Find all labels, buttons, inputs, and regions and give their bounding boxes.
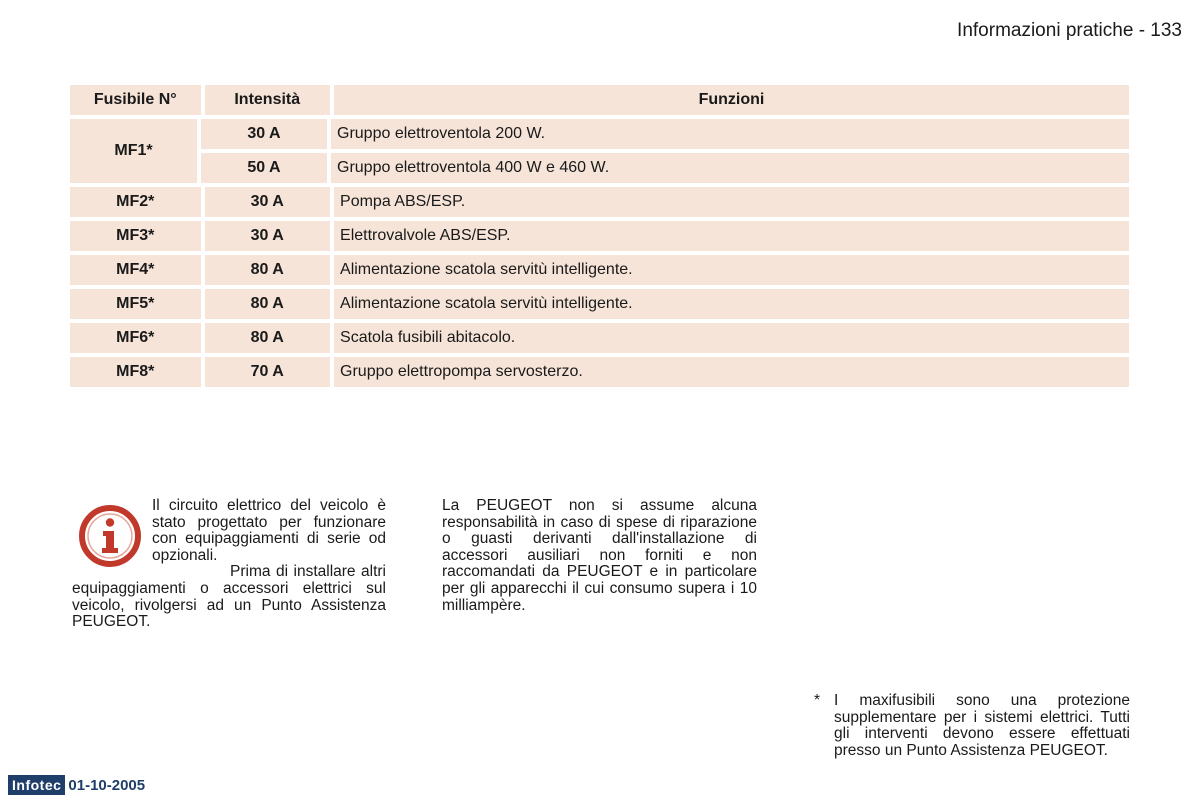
edition-date: 01-10-2005	[68, 776, 146, 794]
amp-cell: 80 A	[205, 323, 331, 353]
fuse-cell: MF8*	[70, 357, 201, 387]
info-icon	[78, 504, 142, 568]
function-cell: Gruppo elettropompa servosterzo.	[334, 357, 1129, 387]
warning-note	[72, 498, 386, 631]
fuse-cell: MF1*	[70, 119, 197, 183]
function-cell: Elettrovalvole ABS/ESP.	[334, 221, 1129, 251]
footer	[8, 775, 145, 795]
table-row	[70, 221, 1129, 251]
fuse-cell: MF3*	[70, 221, 201, 251]
page-header: Informazioni pratiche - 133	[957, 20, 1182, 41]
amp-cell: 50 A	[201, 153, 327, 183]
amp-cell: 70 A	[205, 357, 331, 387]
function-cell: Pompa ABS/ESP.	[334, 187, 1129, 217]
table-row	[70, 357, 1129, 387]
warning-note-paragraph-1: Il circuito elettrico del veicolo è stato progettato per funzionare con equipaggiamenti di serie od opzionali.	[152, 497, 386, 564]
header-functions: Funzioni	[334, 85, 1129, 115]
liability-note: La PEUGEOT non si assume alcuna responsabilità in caso di spese di riparazione o guasti derivanti dall'installazione di accessori ausiliari non forniti e non raccomandati da PEUGEOT e in particolare per gli apparecchi il cui consumo supera i 10 milliampère.	[442, 497, 757, 614]
fuse-cell: MF4*	[70, 255, 201, 285]
fuse-group-mf1	[70, 119, 1129, 183]
fuse-cell: MF5*	[70, 289, 201, 319]
table-row	[70, 289, 1129, 319]
amp-cell: 30 A	[201, 119, 327, 149]
footnote-text: I maxifusibili sono una protezione supplementare per i sistemi elettrici. Tutti gli interventi devono essere effettuati presso un Punto Assistenza PEUGEOT.	[834, 692, 1130, 759]
table-row	[197, 153, 1129, 183]
footnote	[814, 693, 1130, 759]
table-row	[70, 323, 1129, 353]
table-row	[70, 255, 1129, 285]
table-header-row	[70, 85, 1129, 115]
brand-logo: Infotec	[8, 775, 65, 795]
table-row	[197, 119, 1129, 149]
fuse-cell: MF6*	[70, 323, 201, 353]
amp-cell: 80 A	[205, 255, 331, 285]
header-amperage: Intensità	[205, 85, 331, 115]
amp-cell: 80 A	[205, 289, 331, 319]
header-fuse: Fusibile N°	[70, 85, 201, 115]
warning-note-paragraph-2: Prima di installare altri equipaggiamenti o accessori elettrici sul veicolo, rivolgersi ad un Punto Assistenza PEUGEOT.	[72, 563, 386, 631]
table-row	[70, 187, 1129, 217]
function-cell: Gruppo elettroventola 200 W.	[331, 119, 1129, 149]
function-cell: Alimentazione scatola servitù intelligente.	[334, 289, 1129, 319]
function-cell: Alimentazione scatola servitù intelligente.	[334, 255, 1129, 285]
function-cell: Scatola fusibili abitacolo.	[334, 323, 1129, 353]
amp-cell: 30 A	[205, 187, 331, 217]
fuse-table	[70, 85, 1129, 391]
function-cell: Gruppo elettroventola 400 W e 460 W.	[331, 153, 1129, 183]
amp-cell: 30 A	[205, 221, 331, 251]
fuse-cell: MF2*	[70, 187, 201, 217]
footnote-mark: *	[814, 692, 821, 709]
